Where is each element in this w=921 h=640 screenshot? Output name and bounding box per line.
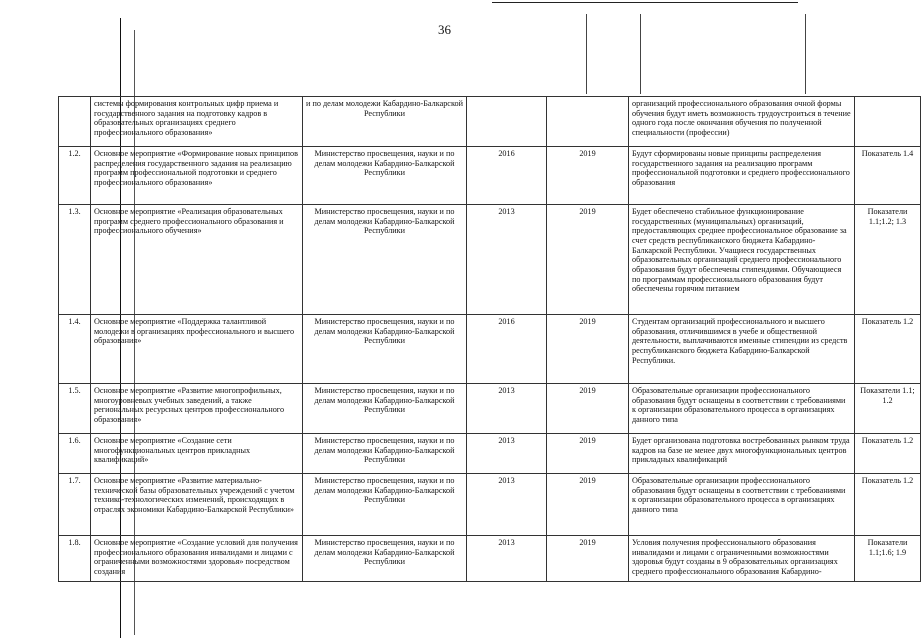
- indicator: Показатели 1.1;1.2; 1.3: [855, 205, 921, 315]
- executor: Министерство просвещения, науки и по делам молодежи Кабардино-Балкарской Республики: [303, 205, 467, 315]
- table-row: [59, 205, 921, 315]
- row-number: 1.6.: [59, 434, 91, 474]
- indicator: Показатель 1.4: [855, 147, 921, 205]
- scan-mark-header-3: [805, 14, 806, 94]
- measure-name: Основное мероприятие «Формирование новых принципов распределения государственного задания на реализацию программ профессиональной подготовки и среднего профессионального образования»: [91, 147, 303, 205]
- row-number: [59, 97, 91, 147]
- indicator: Показатель 1.2: [855, 315, 921, 384]
- measure-name: Основное мероприятие «Развитие материально-технической базы образовательных учреждений с учетом технико-технологических изменений, происходящих в отраслях экономики Кабардино-Балкарской Республики»: [91, 474, 303, 536]
- row-number: 1.7.: [59, 474, 91, 536]
- start-year: 2013: [467, 434, 547, 474]
- row-number: 1.5.: [59, 384, 91, 434]
- end-year: 2019: [547, 147, 629, 205]
- table-row: [59, 147, 921, 205]
- row-number: 1.4.: [59, 315, 91, 384]
- end-year: 2019: [547, 315, 629, 384]
- start-year: [467, 97, 547, 147]
- start-year: 2013: [467, 474, 547, 536]
- executor: Министерство просвещения, науки и по делам молодежи Кабардино-Балкарской Республики: [303, 315, 467, 384]
- indicator: Показатели 1.1; 1.2: [855, 384, 921, 434]
- executor: Министерство просвещения, науки и по делам молодежи Кабардино-Балкарской Республики: [303, 536, 467, 582]
- table-row: [59, 315, 921, 384]
- row-number: 1.2.: [59, 147, 91, 205]
- start-year: 2016: [467, 315, 547, 384]
- table-row: [59, 536, 921, 582]
- indicator: Показатели 1.1;1.6; 1.9: [855, 536, 921, 582]
- indicator: Показатель 1.2: [855, 434, 921, 474]
- table-row: [59, 434, 921, 474]
- measure-name: Основное мероприятие «Поддержка талантливой молодежи в организациях профессионального и высшего образования»: [91, 315, 303, 384]
- top-border-line: [492, 2, 798, 3]
- start-year: 2016: [467, 147, 547, 205]
- scan-mark-header-1: [586, 14, 587, 94]
- row-number: 1.3.: [59, 205, 91, 315]
- start-year: 2013: [467, 536, 547, 582]
- indicator: [855, 97, 921, 147]
- end-year: [547, 97, 629, 147]
- expected-result: Студентам организаций профессионального и высшего образования, отличившимся в учебе и общественной деятельности, выплачиваются именные стипендии из средств республиканского бюджета Кабардино-Балкарской Республики.: [629, 315, 855, 384]
- measure-name: системы формирования контрольных цифр приема и государственного задания на подготовку кадров в образовательных организациях среднего профессионального образования»: [91, 97, 303, 147]
- expected-result: Образовательные организации профессионального образования будут оснащены в соответствии с требованиями к организации образовательного процесса в организациях данного типа: [629, 384, 855, 434]
- expected-result: Будут сформированы новые принципы распределения государственного задания на реализацию программ профессиональной подготовки и среднего профессионального образования: [629, 147, 855, 205]
- executor: Министерство просвещения, науки и по делам молодежи Кабардино-Балкарской Республики: [303, 147, 467, 205]
- executor: Министерство просвещения, науки и по делам молодежи Кабардино-Балкарской Республики: [303, 474, 467, 536]
- program-measures-table: [58, 96, 921, 582]
- executor: Министерство просвещения, науки и по делам молодежи Кабардино-Балкарской Республики: [303, 384, 467, 434]
- measure-name: Основное мероприятие «Реализация образовательных программ среднего профессионального образования и профессионального обучения»: [91, 205, 303, 315]
- measure-name: Основное мероприятие «Создание сети многофункциональных центров прикладных квалификаций»: [91, 434, 303, 474]
- page-number: 36: [438, 22, 451, 37]
- table-row: [59, 97, 921, 147]
- start-year: 2013: [467, 384, 547, 434]
- measure-name: Основное мероприятие «Развитие многопрофильных, многоуровневых учебных заведений, а также региональных ресурсных центров профессионального образования»: [91, 384, 303, 434]
- expected-result: Будет организована подготовка востребованных рынком труда кадров на базе не менее двух многофункциональных центров прикладных квалификаций: [629, 434, 855, 474]
- start-year: 2013: [467, 205, 547, 315]
- row-number: 1.8.: [59, 536, 91, 582]
- scan-mark-header-2: [640, 14, 641, 94]
- end-year: 2019: [547, 474, 629, 536]
- expected-result: Условия получения профессионального образования инвалидами и лицами с ограниченными возможностями здоровья будут созданы в 9 образовательных организациях среднего профессионального образования Кабардино-: [629, 536, 855, 582]
- end-year: 2019: [547, 205, 629, 315]
- measure-name: Основное мероприятие «Создание условий для получения профессионального образования инвалидами и лицами с ограниченными возможностями здоровья» посредством создания: [91, 536, 303, 582]
- end-year: 2019: [547, 384, 629, 434]
- end-year: 2019: [547, 434, 629, 474]
- indicator: Показатель 1.2: [855, 474, 921, 536]
- table-row: [59, 384, 921, 434]
- expected-result: организаций профессионального образования очной формы обучения будут иметь возможность трудоустроиться в течение одного года после окончания обучения по полученной специальности (профессии): [629, 97, 855, 147]
- expected-result: Будет обеспечено стабильное функционирование государственных (муниципальных) организаций, предоставляющих среднее профессиональное образование за счет средств республиканского бюджета Кабардино-Балкарской Республики. Учащиеся государственных образовательных организаций среднего профессионального образования будут обеспечены стипендиями. Обучающиеся по программам профессионального образования будут обеспечены горячим питанием: [629, 205, 855, 315]
- executor: Министерство просвещения, науки и по делам молодежи Кабардино-Балкарской Республики: [303, 434, 467, 474]
- end-year: 2019: [547, 536, 629, 582]
- table-row: [59, 474, 921, 536]
- executor: и по делам молодежи Кабардино-Балкарской Республики: [303, 97, 467, 147]
- expected-result: Образовательные организации профессионального образования будут оснащены в соответствии с требованиями к организации образовательного процесса в организациях данного типа: [629, 474, 855, 536]
